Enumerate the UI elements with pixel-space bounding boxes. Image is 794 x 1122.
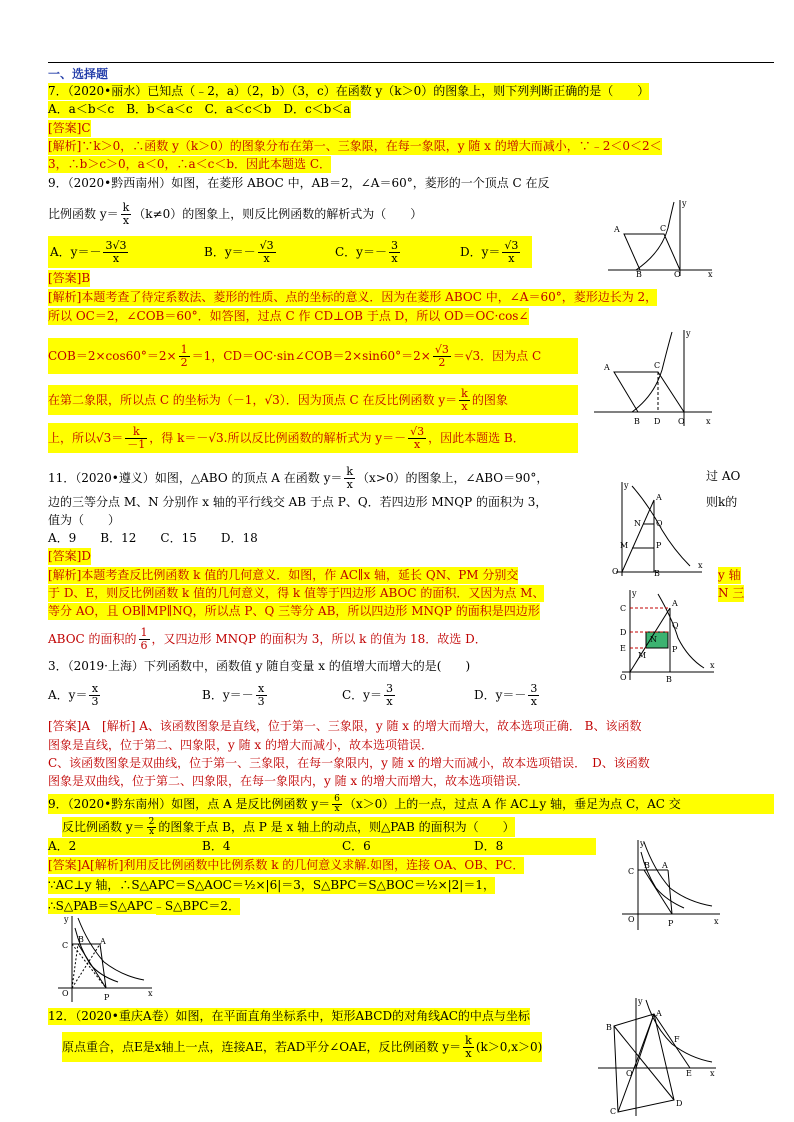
text: 在第二象限，所以点 C 的坐标为（－1，√3）．因为顶点 C 在反比例函数 y＝ (48, 393, 458, 407)
opt-label: B．y＝－ (202, 688, 254, 702)
text: 的图象于点 B，点 P 是 x 轴上的动点，则△PAB 的面积为（ ） (158, 820, 515, 834)
frac-num: √3 (410, 425, 425, 438)
frac-den: 2 (180, 356, 188, 369)
frac-num: k (465, 1034, 472, 1047)
label-B: B (644, 861, 650, 870)
frac-num: 2 (148, 817, 155, 827)
label-P: P (104, 993, 110, 1002)
label-C: C (620, 604, 627, 613)
label-A: A (604, 363, 610, 372)
q9a-analysis-line1: [解析]本题考查了待定系数法、菱形的性质、点的坐标的意义．因为在菱形 ABOC 中，∠A＝60°，菱形边长为 2， (48, 290, 658, 304)
label-B: B (634, 417, 640, 426)
text: 9．（2020•黔东南州）如图，点 A 是反比例函数 y＝ (48, 797, 331, 811)
q11-stem-line3: 值为（ ） (48, 513, 121, 527)
text: （x>0）的图象上，∠ABO＝90°， (357, 471, 549, 485)
label-B: B (654, 569, 660, 578)
q9b-option-d: D．8 (474, 839, 504, 853)
root3-over-x (408, 426, 426, 451)
section-title: 一、选择题 (48, 67, 109, 81)
q9b-analysis-line2: ∵AC⊥y 轴，∴S△APC＝S△AOC＝½×|6|＝3，S△BPC＝S△BOC＝½×|2|＝1， (48, 878, 495, 892)
label-E: E (686, 1069, 692, 1078)
q9b-analysis-line1: [答案]A[解析]利用反比例函数中比例系数 k 的几何意义求解.如图，连接 OA、OB、PC． (48, 858, 525, 872)
label-A: A (656, 493, 662, 502)
q3-option-b (202, 680, 269, 710)
frac-den: x (391, 252, 398, 265)
label-y: y (632, 589, 637, 598)
text: ＝1，CD＝OC·sin∠COB＝2×sin60°＝2× (191, 349, 431, 363)
q11-analysis-line4 (48, 626, 487, 652)
label-x: x (706, 417, 711, 426)
label-x: x (714, 917, 719, 926)
frac-den: x (530, 695, 538, 708)
label-y: y (624, 481, 629, 490)
frac-den: x (461, 400, 468, 413)
q11-answer-figure (608, 586, 718, 684)
frac-den: 2 (438, 356, 446, 369)
label-y: y (682, 199, 687, 208)
label-D: D (620, 628, 627, 637)
q9a-options (48, 236, 532, 268)
frac-num: √3 (259, 239, 274, 252)
frac-den: x (112, 252, 120, 265)
k-over-x (463, 1035, 474, 1060)
q3-stem: 3．（2019·上海）下列函数中，函数值 y 随自变量 x 的值增大而增大的是( ) (48, 659, 471, 673)
sixth-frac (139, 627, 150, 652)
q9a-option-b (204, 236, 278, 268)
q9b-figure (608, 836, 724, 934)
label-x: x (710, 661, 715, 670)
label-C: C (62, 941, 69, 950)
k-over-minus1 (125, 426, 147, 451)
q9a-answer: [答案]B (48, 271, 91, 285)
q7-stem: 7．（2020•丽水）已知点（﹣2，a）（2，b）（3，c）在函数 y（k＞0）的图象上，则下列判断正确的是（ ） (48, 84, 650, 98)
q11-stem-line1-right: 过 AO (706, 469, 741, 483)
q9b-option-a: A．2 (48, 839, 77, 853)
six-over-x (332, 795, 342, 814)
q11-options: A．9 B．12 C．15 D．18 (48, 531, 258, 545)
label-M: M (620, 541, 629, 550)
opt-frac (89, 683, 100, 708)
q3-options (48, 680, 588, 710)
text: 原点重合，点E是x轴上一点，连接AE，若AD平分∠OAE，反比例函数 y＝ (62, 1040, 462, 1054)
opt-label: B．y＝－ (204, 245, 256, 259)
two-over-x (147, 818, 157, 837)
q12-stem-line1: 12．（2020•重庆A卷）如图，在平面直角坐标系中，矩形ABCD的对角线AC的中点与坐标 (48, 1009, 530, 1023)
label-Q: Q (672, 621, 679, 630)
label-N: N (650, 635, 657, 644)
label-O: O (62, 989, 69, 998)
frac-den: x (413, 438, 421, 451)
frac-den: x (334, 804, 340, 814)
text: 11．（2020•遵义）如图，△ABO 的顶点 A 在函数 y＝ (48, 471, 343, 485)
label-O: O (626, 1069, 633, 1078)
label-O: O (628, 915, 635, 924)
q9a-k-over-x (121, 202, 132, 227)
q11-figure (594, 478, 706, 578)
q9a-stem2-pre: 比例函数 y＝ (48, 207, 119, 221)
q11-answer: [答案]D (48, 549, 91, 563)
opt-frac (103, 240, 128, 265)
opt-label: C．y＝－ (335, 245, 387, 259)
label-B: B (666, 675, 672, 684)
label-N: N (634, 519, 641, 528)
q9b-option-b: B．4 (202, 839, 231, 853)
frac-num: 3 (390, 239, 398, 252)
text: 上，所以√3＝ (48, 431, 124, 445)
text: ABOC 的面积的 (48, 632, 137, 646)
q7-answer: [答案]C (48, 121, 91, 135)
q9a-answer-figure (592, 326, 718, 430)
q9a-analysis-line4 (48, 385, 578, 415)
label-A: A (662, 861, 668, 870)
q11-analysis-line3: 等分 AO，且 OB∥MP∥NQ，所以点 P、Q 三等分 AB，所以四边形 MNQP 的面积是四边形 (48, 604, 540, 618)
label-y: y (686, 329, 691, 338)
frac-den: x (465, 1047, 472, 1060)
label-B: B (606, 1023, 612, 1032)
q3-option-a (48, 680, 102, 710)
q11-analysis-line1-right: y 轴 (718, 568, 741, 582)
q9a-stem2-post: （k≠0）的图象上，则反比例函数的解析式为（ ） (133, 207, 423, 221)
q7-options: A．a＜b＜c B．b＜a＜c C．a＜c＜b D．c＜b＜a (48, 102, 351, 116)
q3-option-d (474, 680, 541, 710)
label-D: D (676, 1099, 683, 1108)
label-x: x (710, 1069, 715, 1078)
k-over-x (459, 388, 470, 413)
q9a-option-a (50, 236, 130, 268)
q9b-analysis-line3: ∴S△PAB＝S△APC﹣S△BPC＝2． (48, 899, 241, 913)
q11-analysis-line1: [解析]本题考查反比例函数 k 值的几何意义．如图，作 AC∥x 轴，延长 QN、PM 分别交 (48, 568, 519, 582)
frac-num: 3 (385, 682, 393, 695)
q9a-analysis-line5 (48, 423, 578, 453)
label-y: y (64, 915, 69, 924)
q7-analysis-line2: 3，∴b＞c＞0，a＜0，∴a＜c＜b．因此本题选 C． (48, 157, 332, 171)
frac-num: x (256, 683, 267, 696)
frac-num: k (346, 465, 354, 478)
q11-analysis-line2: 于 D、E，则反比例函数 k 值的几何意义，得 k 值等于四边形 ABOC 的面积．又因为点 M、 (48, 586, 545, 600)
label-A: A (100, 937, 106, 946)
label-A: A (614, 225, 620, 234)
q12-figure (594, 996, 720, 1118)
text: 反比例函数 y＝ (62, 820, 145, 834)
k-over-x (344, 466, 355, 491)
opt-frac (502, 240, 520, 265)
frac-num: 3 (530, 682, 538, 695)
q9a-option-d (460, 236, 522, 268)
opt-frac (384, 683, 395, 708)
top-rule (48, 62, 774, 63)
q9b-option-c: C．6 (342, 839, 371, 853)
frac-den: x (263, 252, 270, 265)
label-O: O (620, 673, 627, 682)
q7-analysis-line1: [解析]∵k＞0，∴函数 y（k＞0）的图象分布在第一、三象限，在每一象限，y 随 x 的增大而减小，∵﹣2＜0＜2＜ (48, 139, 662, 153)
q3-analysis-line4: 图象是双曲线，位于第二、四象限，在每一象限内，y 随 x 的增大而增大，故本选项错误． (48, 774, 529, 788)
label-F: F (674, 1035, 680, 1044)
label-C: C (610, 1107, 617, 1116)
frac-den: x (122, 214, 130, 227)
q9a-stem-line1: 9．（2020•黔西南州）如图，在菱形 ABOC 中，AB＝2，∠A＝60°，菱形的一个顶点 C 在反 (48, 176, 550, 190)
label-x: x (148, 989, 153, 998)
frac-num: k (461, 387, 468, 400)
frac-num: 6 (334, 794, 340, 804)
label-x: x (698, 561, 703, 570)
label-y: y (640, 839, 645, 848)
frac-den: x (346, 478, 353, 491)
frac-num: x (89, 683, 100, 696)
q11-stem-line2: 边的三等分点 M、N 分别作 x 轴的平行线交 AB 于点 P、Q．若四边形 MNQP 的面积为 3， (48, 495, 548, 509)
label-x: x (708, 270, 713, 278)
label-A: A (672, 599, 678, 608)
label-C: C (654, 361, 661, 370)
q11-stem-line1 (48, 465, 549, 491)
frac-den: x (386, 695, 393, 708)
opt-label: A．y＝ (48, 688, 88, 702)
opt-label: D．y＝－ (474, 688, 527, 702)
q3-analysis-line1: [答案]A [解析] A、该函数图象是直线，位于第一、三象限，y 随 x 的增大而增大，故本选项正确． B、该函数 (48, 719, 642, 733)
frac-num: 1 (140, 626, 148, 639)
frac-num: √3 (434, 343, 449, 356)
label-P: P (672, 645, 678, 654)
q9b-stem-line1 (48, 794, 774, 814)
opt-label: D．y＝ (460, 245, 501, 259)
label-O: O (674, 270, 681, 278)
label-y: y (638, 997, 643, 1006)
frac-den: 3 (91, 695, 99, 708)
opt-label: A．y＝－ (50, 245, 102, 259)
frac-den: －1 (127, 438, 146, 451)
q9b-stem-line2 (62, 817, 515, 837)
label-C: C (628, 867, 635, 876)
q11-analysis-line2-right: N 三 (718, 586, 745, 600)
q11-stem-line2-right: 则k的 (706, 495, 738, 509)
opt-frac (256, 683, 267, 708)
label-O: O (678, 417, 685, 426)
q9a-figure (606, 198, 716, 278)
label-D: D (654, 417, 661, 426)
opt-frac (528, 683, 539, 708)
text: ，得 k＝－√3.所以反比例函数的解析式为 y＝－ (149, 431, 407, 445)
label-M: M (638, 651, 647, 660)
text: ，又四边形 MNQP 的面积为 3，所以 k 的值为 18．故选 D． (151, 632, 487, 646)
q3-analysis-line2: 图象是直线，位于第二、四象限，y 随 x 的增大而减小，故本选项错误． (48, 738, 433, 752)
label-E: E (620, 644, 626, 653)
q9b-options (48, 838, 596, 855)
text: ＝√3．因为点 C (452, 349, 542, 363)
label-P: P (668, 919, 674, 928)
text: 的图象 (471, 393, 508, 407)
label-O: O (612, 567, 619, 576)
label-B: B (78, 935, 84, 944)
text: (k＞0,x＞0) (475, 1040, 543, 1054)
frac-den: 6 (140, 639, 148, 652)
q9a-analysis-line2: 所以 OC＝2，∠COB＝60°．如答图，过点 C 作 CD⊥OB 于点 D，所以 OD＝OC·cos∠ (48, 309, 529, 323)
frac-num: 1 (180, 343, 188, 356)
q9a-stem-line2 (48, 202, 422, 226)
frac-den: x (508, 252, 515, 265)
label-B: B (636, 270, 642, 278)
opt-label: C．y＝ (342, 688, 382, 702)
opt-frac (258, 240, 276, 265)
q12-stem-line2 (62, 1032, 542, 1062)
opt-frac (389, 240, 400, 265)
label-A: A (656, 1009, 662, 1018)
frac-num: √3 (504, 239, 519, 252)
q3-analysis-line3: C、该函数图象是双曲线，位于第一、三象限，在每一象限内，y 随 x 的增大而减小，故本选项错误． D、该函数 (48, 756, 650, 770)
label-C: C (660, 224, 667, 233)
q9b-answer-figure (48, 914, 156, 1004)
q9a-analysis-line3 (48, 338, 578, 374)
label-P: P (656, 541, 662, 550)
root3-frac (433, 344, 451, 369)
frac-num: k (125, 426, 147, 439)
frac-den: 3 (257, 695, 265, 708)
text: ，因此本题选 B． (428, 431, 525, 445)
label-Q: Q (656, 519, 663, 528)
text: （x＞0）上的一点，过点 A 作 AC⊥y 轴，垂足为点 C，AC 交 (343, 797, 681, 811)
text: COB＝2×cos60°＝2× (48, 349, 177, 363)
frac-den: x (148, 827, 155, 837)
q9a-option-c (335, 236, 402, 268)
frac-num: k (122, 201, 130, 214)
half-frac (179, 344, 190, 369)
frac-num: 3√3 (105, 239, 127, 252)
q3-option-c (342, 680, 397, 710)
